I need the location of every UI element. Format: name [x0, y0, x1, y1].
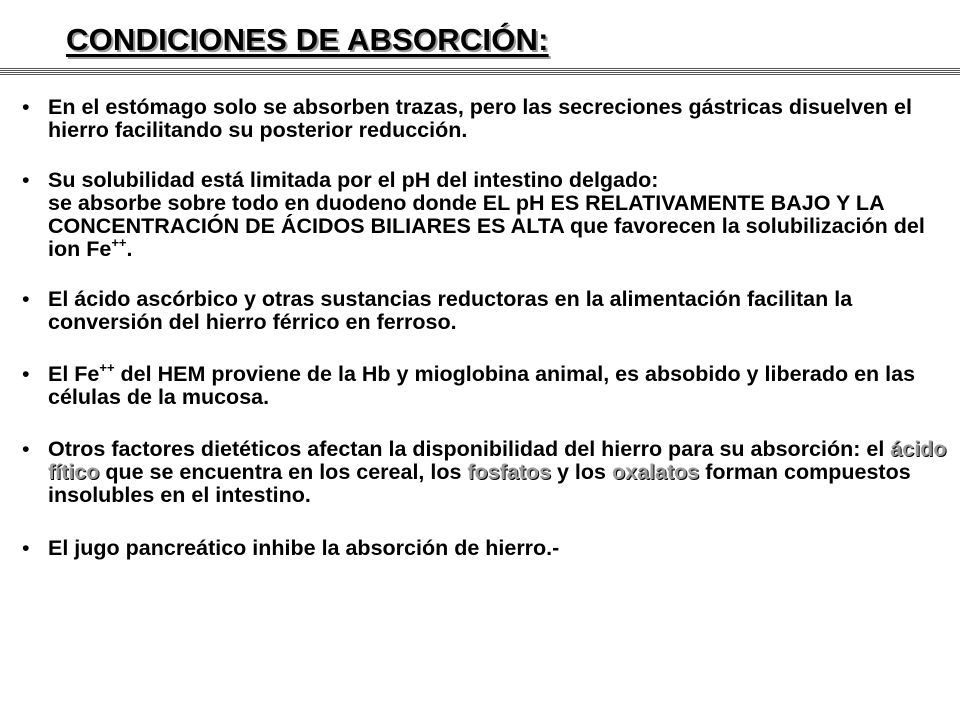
bullet-item-hem: [22, 360, 952, 409]
slide-title: CONDICIONES DE ABSORCIÓN:: [66, 22, 549, 57]
factors-text-2: que se encuentra en los cereal, los: [99, 460, 468, 484]
factors-text-1: Otros factores dietéticos afectan la disponibilidad del hierro para su absorción: el: [48, 437, 891, 461]
highlight-acido-fitico: ácido fítico: [48, 437, 947, 484]
superscript-charge: ++: [99, 360, 115, 375]
factors-text-3: y los: [551, 460, 612, 484]
bullet-text: En el estómago solo se absorben trazas, pero las secreciones gástricas disuelven el hierro facilitando su posterior reducción.: [48, 95, 912, 142]
highlight-fosfatos: fosfatos: [467, 460, 552, 484]
bullet-text: El jugo pancreático inhibe la absorción de hierro.-: [48, 536, 560, 560]
bullet-dot-icon: •: [22, 437, 30, 461]
bullet-text: [48, 360, 952, 409]
bullet-list: [22, 96, 952, 560]
bullet-item-stomach: [22, 96, 952, 142]
bullet-dot-icon: •: [22, 362, 30, 386]
title-divider: [0, 68, 960, 76]
factors-text-4: forman compuestos insolubles en el intestino.: [48, 460, 911, 507]
bullet-continuation: [48, 192, 952, 261]
bullet-item-dietary-factors: [22, 438, 952, 507]
continuation-text: se absorbe sobre todo en duodeno donde EL pH ES RELATIVAMENTE BAJO Y LA CONCENTRACIÓN DE ÁCIDOS BILIARES ES ALTA que favorecen la solubilización del ion Fe: [48, 191, 925, 261]
superscript-charge: ++: [111, 235, 127, 250]
bullet-item-pancreatic: [22, 537, 952, 560]
bullet-dot-icon: •: [22, 168, 30, 192]
hem-text-start: El Fe: [48, 362, 100, 386]
bullet-dot-icon: •: [22, 95, 30, 119]
bullet-item-ascorbic: [22, 288, 952, 334]
bullet-text: El ácido ascórbico y otras sustancias reductoras en la alimentación facilitan la conversión del hierro férrico en ferroso.: [48, 287, 853, 334]
highlight-oxalatos: oxalatos: [611, 460, 700, 484]
bullet-dot-icon: •: [22, 536, 30, 560]
hem-text-end: del HEM proviene de la Hb y mioglobina animal, es absobido y liberado en las células de la mucosa.: [48, 362, 916, 409]
bullet-dot-icon: •: [22, 287, 30, 311]
bullet-item-solubility: [22, 169, 952, 261]
bullet-text: Su solubilidad está limitada por el pH del intestino delgado:: [48, 168, 659, 192]
bullet-text: [48, 438, 952, 507]
continuation-end: .: [126, 237, 133, 261]
